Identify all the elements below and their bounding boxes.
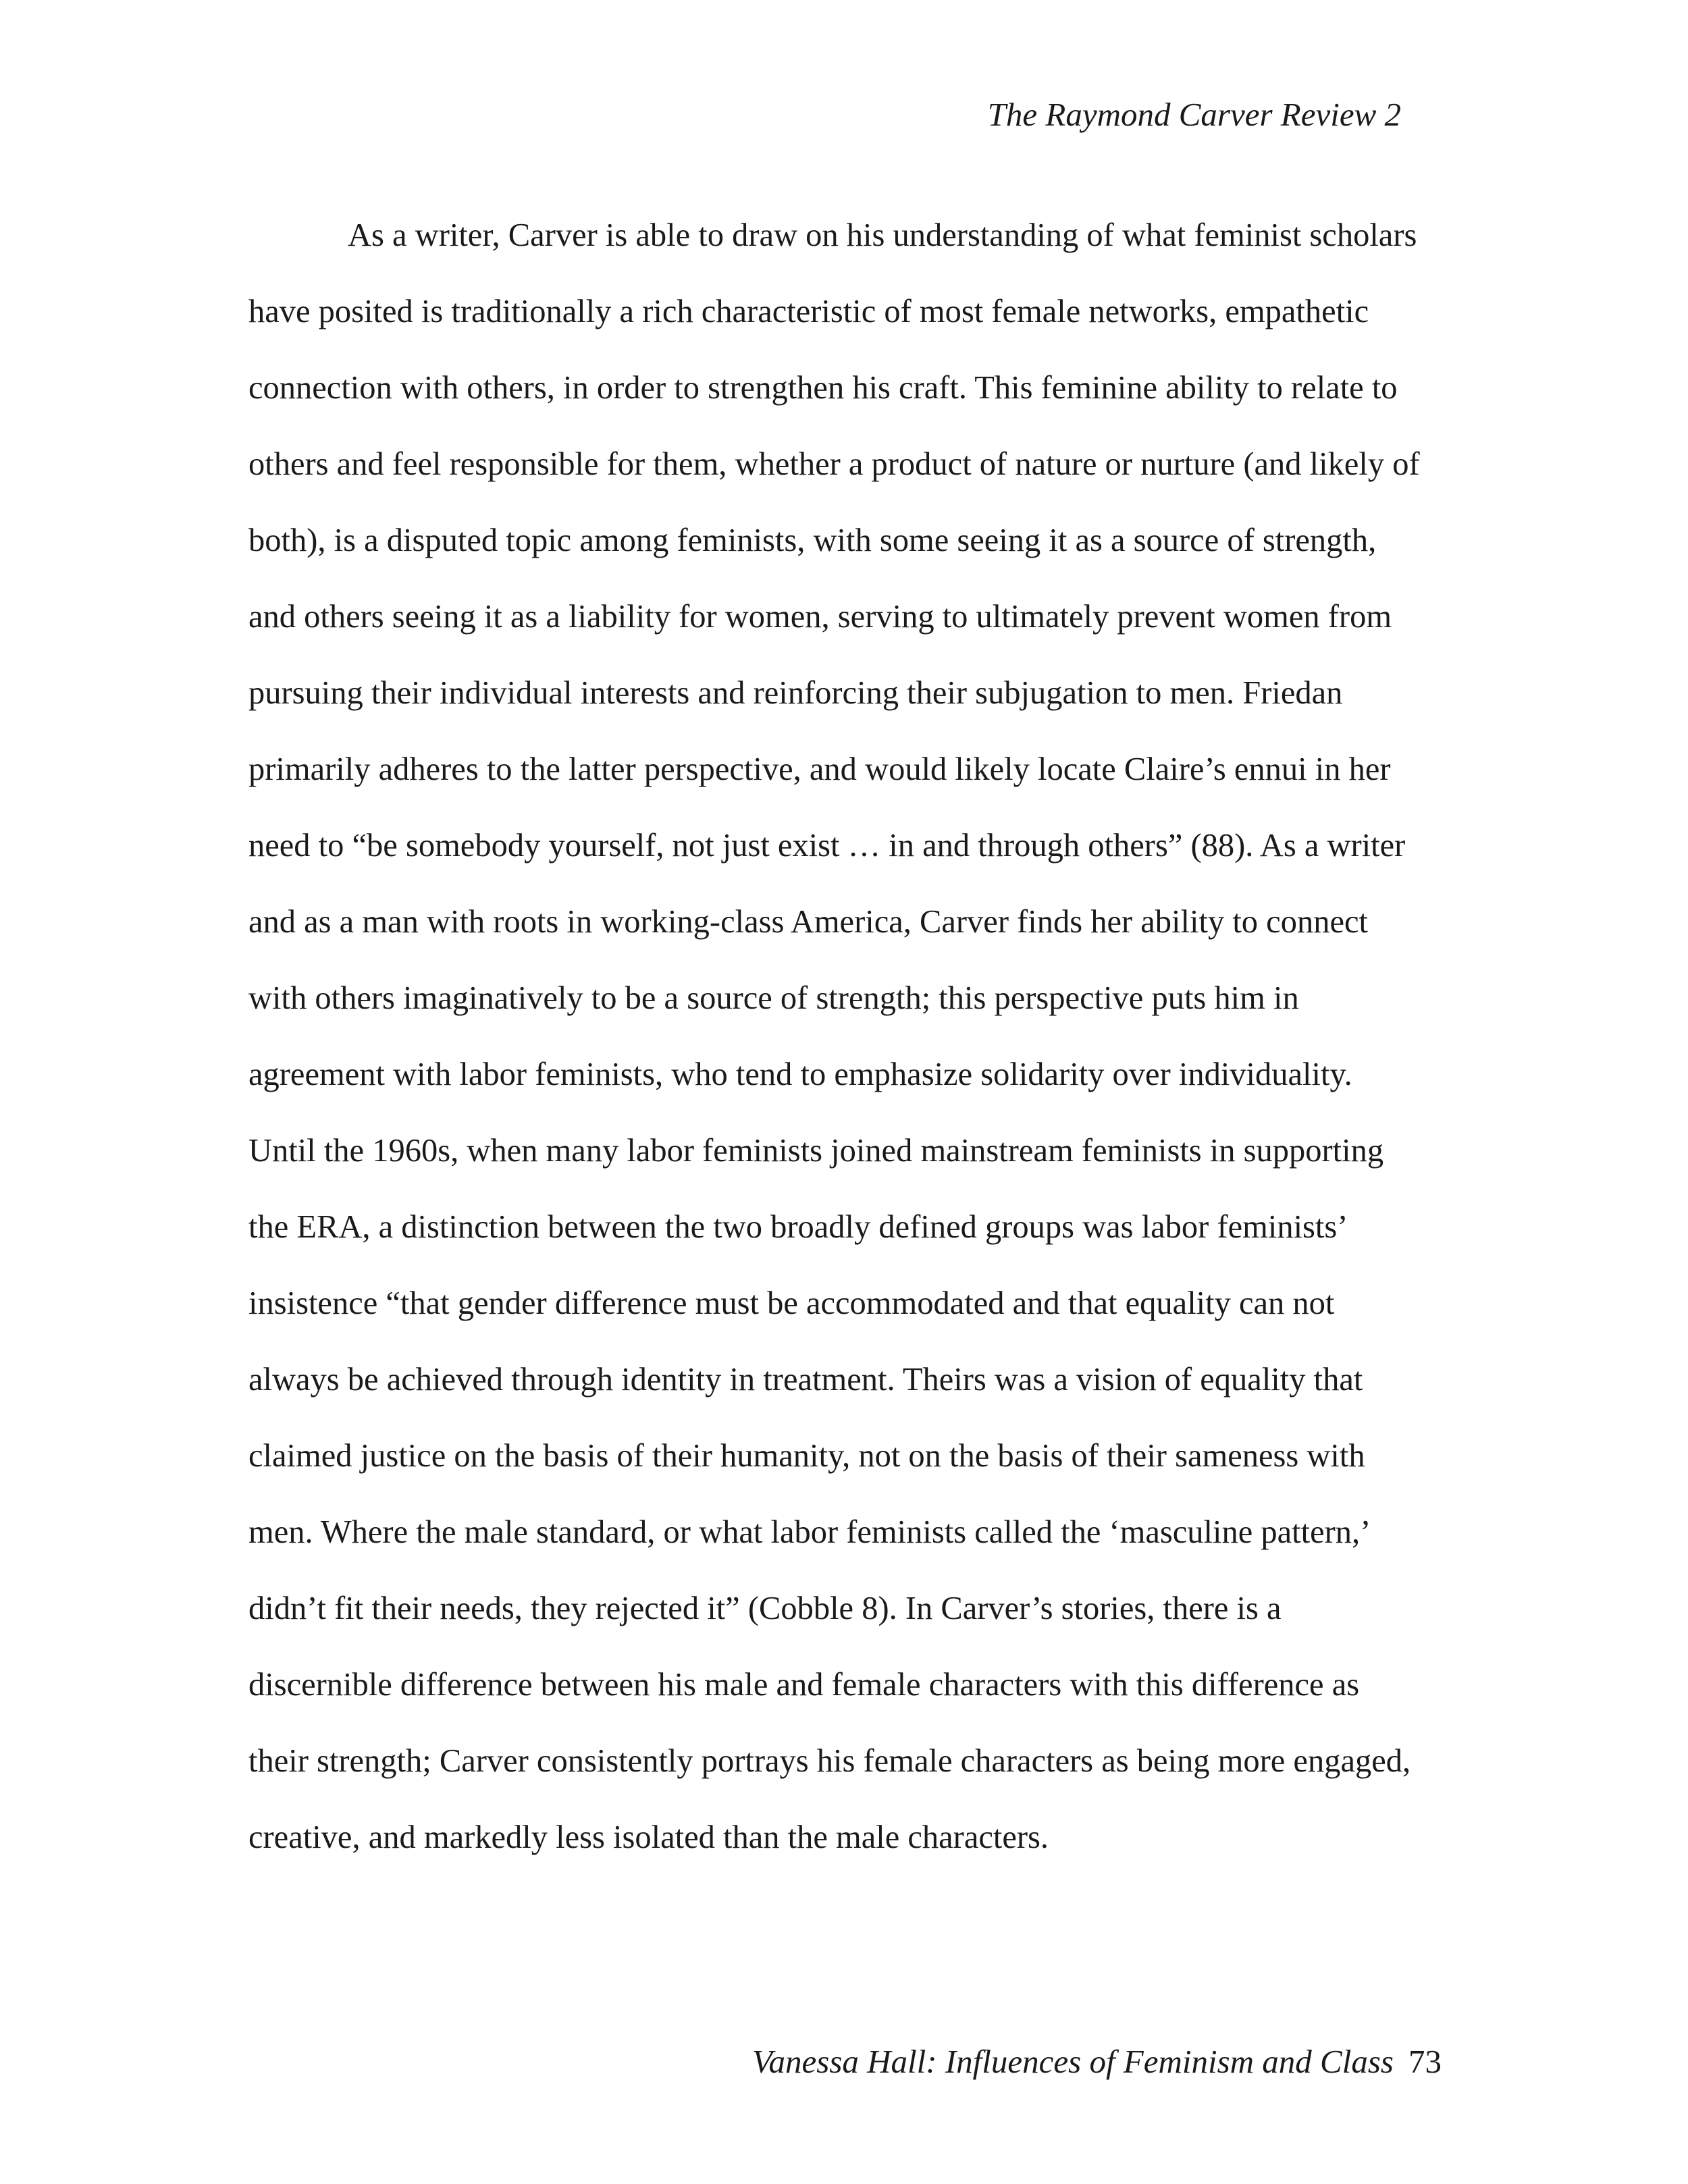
body-line: need to “be somebody yourself, not just exist … in and through others” (88). As a writer [248,828,1406,863]
body-paragraph [248,197,1450,1875]
footer-author-title: Vanessa Hall: Influences of Feminism and Class [752,2043,1394,2080]
body-line: always be achieved through identity in treatment. Theirs was a vision of equality that [248,1362,1363,1397]
body-line: claimed justice on the basis of their humanity, not on the basis of their sameness with [248,1438,1365,1474]
body-line: agreement with labor feminists, who tend to emphasize solidarity over individuality. [248,1057,1352,1092]
body-line: the ERA, a distinction between the two broadly defined groups was labor feminists’ [248,1209,1348,1245]
body-line: primarily adheres to the latter perspective, and would likely locate Claire’s ennui in her [248,751,1391,787]
body-line: insistence “that gender difference must be accommodated and that equality can not [248,1285,1335,1321]
body-line: others and feel responsible for them, whether a product of nature or nurture (and likely of [248,446,1420,482]
body-line: men. Where the male standard, or what labor feminists called the ‘masculine pattern,’ [248,1514,1371,1550]
body-line: have posited is traditionally a rich characteristic of most female networks, empathetic [248,294,1369,329]
page-number: 73 [1408,2043,1442,2080]
body-line: Until the 1960s, when many labor feminists joined mainstream feminists in supporting [248,1133,1384,1169]
body-line: creative, and markedly less isolated than the male characters. [248,1819,1049,1855]
body-line: pursuing their individual interests and reinforcing their subjugation to men. Friedan [248,675,1343,711]
body-line: discernible difference between his male and female characters with this difference as [248,1667,1360,1703]
body-line: both), is a disputed topic among feminists, with some seeing it as a source of strength, [248,523,1377,558]
body-line: their strength; Carver consistently portrays his female characters as being more engaged, [248,1743,1411,1779]
body-line: didn’t fit their needs, they rejected it” (Cobble 8). In Carver’s stories, there is a [248,1591,1282,1626]
running-header [810,95,1401,135]
body-line: As a writer, Carver is able to draw on his understanding of what feminist scholars [348,217,1417,253]
body-line: and others seeing it as a liability for women, serving to ultimately prevent women from [248,599,1392,635]
body-line: connection with others, in order to strengthen his craft. This feminine ability to relate to [248,370,1398,406]
body-line: and as a man with roots in working-class America, Carver finds her ability to connect [248,904,1368,940]
running-footer [608,2042,1442,2082]
journal-title: The Raymond Carver Review 2 [987,96,1401,133]
body-line: with others imaginatively to be a source of strength; this perspective puts him in [248,980,1299,1016]
